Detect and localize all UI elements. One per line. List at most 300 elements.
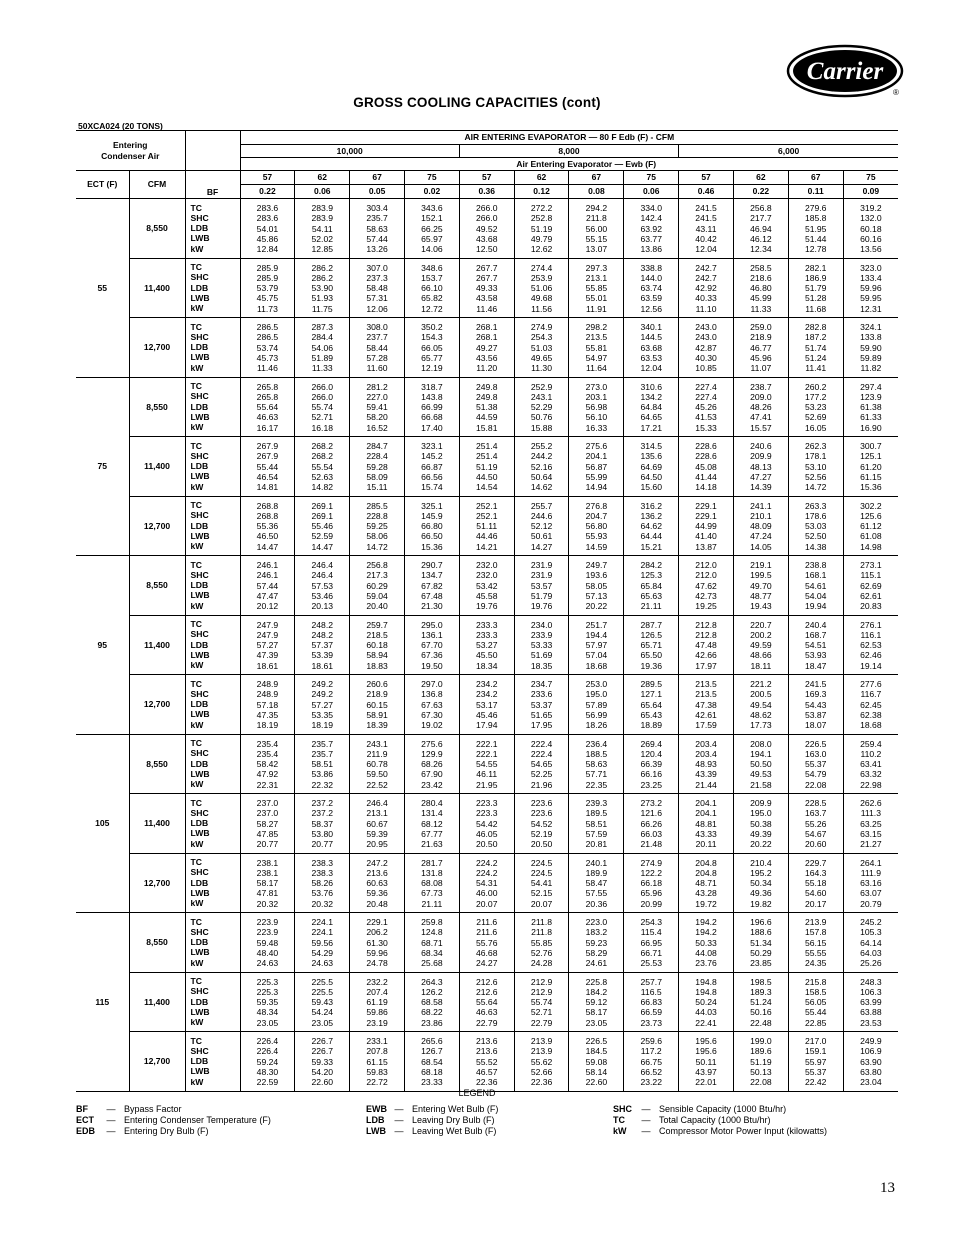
air-entering-header: AIR ENTERING EVAPORATOR — 80 F Edb (F) - CFM [240, 131, 898, 145]
table-row [76, 1032, 898, 1092]
cell-value: 19.43 [750, 601, 772, 612]
cell-value: 59.83 [366, 1066, 388, 1077]
cell-value: 24.27 [475, 958, 498, 969]
cell-value: 259.8 [421, 917, 443, 928]
value-cell [459, 1032, 514, 1092]
ewb-value: 57 [240, 171, 295, 185]
cell-value: 249.2 [311, 679, 334, 690]
cell-value: 248.2 [311, 619, 334, 630]
parameter-label: LWB [190, 828, 210, 839]
legend-entry [76, 1115, 271, 1126]
cell-value: 169.3 [804, 689, 827, 700]
cell-value: 222.4 [530, 738, 553, 749]
cell-value: 217.3 [366, 570, 388, 581]
cell-value: 217.7 [750, 213, 772, 224]
cell-value: 58.51 [585, 818, 608, 829]
cell-value: 17.21 [640, 422, 662, 433]
cell-value: 285.9 [256, 272, 279, 283]
cell-value: 284.7 [366, 441, 388, 452]
cell-value: 49.53 [750, 769, 772, 780]
cell-value: 224.1 [311, 927, 334, 938]
cell-value: 56.98 [585, 402, 608, 413]
cell-value: 233.3 [475, 629, 498, 640]
parameter-label: LDB [190, 937, 209, 948]
value-cell [240, 496, 295, 556]
cell-value: 63.99 [860, 997, 882, 1008]
cell-value: 22.59 [256, 1077, 279, 1088]
cell-value: 51.69 [530, 650, 553, 661]
cell-value: 67.90 [421, 769, 443, 780]
cell-value: 59.50 [366, 769, 388, 780]
value-cell [350, 734, 405, 794]
value-cell [569, 377, 624, 437]
cell-value: 55.85 [585, 283, 608, 294]
value-cell [295, 496, 350, 556]
value-cell [459, 377, 514, 437]
cell-value: 268.2 [311, 451, 334, 462]
cell-value: 228.6 [695, 441, 717, 452]
cell-value: 17.94 [475, 720, 498, 731]
cell-value: 58.63 [585, 759, 608, 770]
cell-value: 52.12 [530, 521, 553, 532]
cell-value: 283.9 [311, 213, 334, 224]
legend-abbrev: ECT [76, 1115, 94, 1125]
cell-value: 233.9 [530, 629, 553, 640]
value-cell [350, 794, 405, 854]
bf-value: 0.06 [624, 185, 679, 199]
cell-value: 54.42 [475, 818, 498, 829]
parameter-labels [185, 556, 240, 616]
cell-value: 227.4 [695, 381, 717, 392]
cell-value: 246.4 [311, 560, 334, 571]
value-cell [459, 318, 514, 378]
cell-value: 194.8 [695, 986, 717, 997]
parameter-label: LWB [190, 1066, 210, 1077]
cell-value: 120.4 [640, 748, 662, 759]
cell-value: 15.33 [695, 422, 717, 433]
registered-mark: ® [893, 88, 899, 97]
value-cell [240, 794, 295, 854]
cell-value: 11.33 [750, 303, 772, 314]
table-row [76, 318, 898, 378]
cell-value: 16.33 [585, 422, 608, 433]
parameter-label: TC [190, 500, 202, 511]
legend-dash: — [106, 1115, 116, 1125]
cell-value: 46.94 [750, 223, 772, 234]
parameter-label: SHC [190, 867, 209, 878]
cell-value: 66.95 [640, 937, 662, 948]
cell-value: 50.64 [530, 471, 553, 482]
cell-value: 294.2 [585, 203, 608, 214]
cell-value: 48.62 [750, 709, 772, 720]
cell-value: 198.5 [750, 976, 772, 987]
cell-value: 23.42 [421, 779, 443, 790]
cell-value: 229.1 [695, 510, 717, 521]
cell-value: 23.53 [860, 1017, 882, 1028]
cell-value: 287.3 [311, 322, 334, 333]
cell-value: 66.26 [640, 818, 662, 829]
cell-value: 15.60 [640, 482, 662, 493]
cell-value: 223.6 [530, 798, 553, 809]
cell-value: 213.9 [804, 917, 827, 928]
cell-value: 12.19 [421, 363, 443, 374]
cell-value: 275.6 [585, 441, 608, 452]
cell-value: 265.8 [256, 391, 279, 402]
bf-value: 0.11 [788, 185, 843, 199]
parameter-label: LDB [190, 223, 209, 234]
cell-value: 224.2 [475, 867, 498, 878]
cfm-header: CFM [129, 171, 185, 199]
cell-value: 11.46 [476, 303, 498, 314]
legend-dash: — [641, 1104, 651, 1114]
cfm-value: 11,400 [129, 794, 185, 854]
cell-value: 251.4 [475, 441, 498, 452]
cell-value: 41.53 [695, 412, 717, 423]
cell-value: 133.4 [860, 272, 882, 283]
cell-value: 46.50 [256, 531, 279, 542]
cell-value: 23.76 [695, 958, 717, 969]
cell-value: 12.50 [475, 244, 498, 255]
cell-value: 58.48 [366, 283, 388, 294]
cell-value: 46.12 [750, 233, 772, 244]
cell-value: 59.95 [860, 293, 882, 304]
cell-value: 58.09 [366, 471, 388, 482]
cell-value: 52.71 [311, 412, 334, 423]
legend-entry [613, 1104, 827, 1115]
cell-value: 227.4 [695, 391, 717, 402]
legend-abbrev: kW [613, 1126, 627, 1136]
cell-value: 20.17 [804, 898, 827, 909]
cell-value: 234.2 [475, 689, 498, 700]
cell-value: 11.68 [805, 303, 827, 314]
legend-dash: — [641, 1126, 651, 1136]
value-cell [843, 1032, 898, 1092]
value-cell [350, 853, 405, 913]
cell-value: 223.9 [256, 917, 279, 928]
cell-value: 65.96 [640, 888, 662, 899]
cell-value: 43.68 [475, 233, 498, 244]
cell-value: 24.61 [585, 958, 608, 969]
parameter-labels [185, 615, 240, 675]
cell-value: 68.58 [421, 997, 443, 1008]
legend-description: Bypass Factor [124, 1104, 182, 1114]
cell-value: 131.8 [421, 867, 443, 878]
cell-value: 63.15 [860, 828, 882, 839]
cell-value: 259.4 [860, 738, 882, 749]
cell-value: 50.34 [750, 878, 772, 889]
cell-value: 125.1 [860, 451, 882, 462]
cell-value: 22.42 [804, 1077, 827, 1088]
parameter-labels [185, 377, 240, 437]
value-cell [405, 1032, 460, 1092]
ewb-value: 57 [459, 171, 514, 185]
value-cell [405, 972, 460, 1032]
cell-value: 10.85 [695, 363, 717, 374]
value-cell [679, 377, 734, 437]
parameter-label: kW [190, 1076, 204, 1087]
cell-value: 145.2 [421, 451, 443, 462]
cell-value: 20.22 [750, 839, 772, 850]
cell-value: 14.81 [256, 482, 279, 493]
cell-value: 51.19 [750, 1056, 772, 1067]
cell-value: 55.44 [804, 1007, 827, 1018]
cell-value: 11.60 [366, 363, 388, 374]
cell-value: 11.46 [256, 363, 278, 374]
parameter-label: LDB [190, 580, 209, 591]
value-cell [350, 377, 405, 437]
cell-value: 215.8 [804, 976, 827, 987]
cell-value: 56.05 [804, 997, 827, 1008]
cell-value: 193.6 [585, 570, 608, 581]
cell-value: 15.57 [750, 422, 772, 433]
cell-value: 58.17 [585, 1007, 608, 1018]
cell-value: 189.3 [750, 986, 772, 997]
bf-value: 0.05 [350, 185, 405, 199]
cell-value: 207.8 [366, 1046, 388, 1057]
cell-value: 18.61 [311, 660, 334, 671]
cell-value: 22.01 [695, 1077, 717, 1088]
cell-value: 55.46 [311, 521, 334, 532]
cell-value: 257.7 [640, 976, 662, 987]
cell-value: 60.16 [860, 233, 882, 244]
cell-value: 55.26 [804, 818, 827, 829]
parameter-label: kW [190, 541, 204, 552]
cell-value: 269.1 [311, 510, 334, 521]
cell-value: 285.9 [256, 262, 279, 273]
cell-value: 244.6 [530, 510, 553, 521]
cell-value: 12.31 [860, 303, 882, 314]
cell-value: 239.3 [585, 798, 608, 809]
cell-value: 51.11 [476, 521, 498, 532]
table-row [76, 496, 898, 556]
cell-value: 67.82 [421, 580, 443, 591]
cell-value: 43.56 [475, 352, 498, 363]
cell-value: 319.2 [860, 203, 882, 214]
cell-value: 252.1 [475, 500, 498, 511]
cell-value: 55.54 [311, 461, 334, 472]
value-cell [295, 258, 350, 318]
cell-value: 20.95 [366, 839, 388, 850]
cell-value: 58.42 [256, 759, 279, 770]
cell-value: 134.7 [421, 570, 443, 581]
cell-value: 50.29 [750, 947, 772, 958]
cell-value: 126.5 [640, 629, 662, 640]
cell-value: 20.99 [640, 898, 662, 909]
table-row [76, 734, 898, 794]
cell-value: 153.7 [421, 272, 443, 283]
cell-value: 274.9 [530, 322, 553, 333]
cell-value: 66.18 [640, 878, 662, 889]
cell-value: 18.11 [750, 660, 772, 671]
legend-description: Leaving Dry Bulb (F) [412, 1115, 495, 1125]
cell-value: 57.13 [585, 590, 608, 601]
value-cell [295, 615, 350, 675]
cell-value: 67.63 [421, 699, 443, 710]
cell-value: 289.5 [640, 679, 662, 690]
cell-value: 231.9 [530, 560, 553, 571]
cell-value: 66.39 [640, 759, 662, 770]
cell-value: 210.1 [750, 510, 772, 521]
cell-value: 20.48 [366, 898, 388, 909]
cell-value: 145.9 [421, 510, 443, 521]
cell-value: 243.0 [695, 322, 717, 333]
cell-value: 213.9 [530, 1046, 553, 1057]
cell-value: 59.04 [366, 590, 388, 601]
value-cell [405, 437, 460, 497]
cell-value: 225.3 [256, 986, 279, 997]
cell-value: 53.57 [530, 580, 553, 591]
cell-value: 44.08 [695, 947, 717, 958]
cell-value: 111.3 [860, 808, 881, 819]
cfm-group-header: 8,000 [459, 145, 678, 158]
cell-value: 63.74 [640, 283, 662, 294]
cell-value: 245.2 [860, 917, 882, 928]
cell-value: 51.44 [804, 233, 827, 244]
cell-value: 194.4 [585, 629, 608, 640]
value-cell [788, 972, 843, 1032]
value-cell [733, 1032, 788, 1092]
cell-value: 55.97 [804, 1056, 827, 1067]
cell-value: 63.53 [640, 352, 662, 363]
cell-value: 48.34 [256, 1007, 279, 1018]
cell-value: 48.81 [695, 818, 717, 829]
cell-value: 126.2 [421, 986, 443, 997]
cell-value: 57.89 [585, 699, 608, 710]
cell-value: 50.16 [750, 1007, 772, 1018]
cell-value: 203.4 [695, 748, 717, 759]
cell-value: 23.25 [640, 779, 662, 790]
cell-value: 20.07 [530, 898, 553, 909]
value-cell [788, 794, 843, 854]
cell-value: 45.08 [695, 461, 717, 472]
cell-value: 52.50 [804, 531, 827, 542]
cell-value: 53.79 [256, 283, 279, 294]
cell-value: 22.79 [475, 1017, 498, 1028]
bf-value: 0.08 [569, 185, 624, 199]
cell-value: 284.4 [311, 332, 334, 343]
cell-value: 52.56 [804, 471, 827, 482]
cell-value: 256.8 [750, 203, 772, 214]
ect-value: 95 [76, 556, 129, 735]
legend-entry [613, 1126, 827, 1137]
cell-value: 41.40 [695, 531, 717, 542]
carrier-logo [786, 44, 904, 98]
value-cell [514, 675, 569, 735]
value-cell [459, 199, 514, 259]
cell-value: 226.4 [256, 1036, 279, 1047]
cell-value: 46.54 [256, 471, 279, 482]
cell-value: 68.26 [421, 759, 443, 770]
value-cell [569, 556, 624, 616]
cfm-value: 12,700 [129, 675, 185, 735]
cell-value: 22.85 [804, 1017, 827, 1028]
cell-value: 252.8 [530, 213, 553, 224]
cell-value: 241.5 [695, 213, 717, 224]
parameter-label: LWB [190, 947, 210, 958]
value-cell [733, 437, 788, 497]
cell-value: 213.6 [475, 1036, 498, 1047]
table-row [76, 258, 898, 318]
value-cell [788, 496, 843, 556]
value-cell [788, 853, 843, 913]
legend-entry [366, 1115, 498, 1126]
cell-value: 53.46 [311, 590, 334, 601]
parameter-label: LDB [190, 282, 209, 293]
parameter-label: SHC [190, 1045, 209, 1056]
cell-value: 253.0 [585, 679, 608, 690]
parameter-label: TC [190, 678, 202, 689]
value-cell [350, 496, 405, 556]
cell-value: 251.7 [585, 619, 608, 630]
cell-value: 57.55 [585, 888, 608, 899]
cell-value: 168.1 [804, 570, 827, 581]
cell-value: 45.96 [750, 352, 772, 363]
cell-value: 238.3 [311, 867, 334, 878]
parameter-label: LDB [190, 639, 209, 650]
cell-value: 58.63 [366, 223, 388, 234]
cell-value: 45.58 [475, 590, 498, 601]
cfm-value: 8,550 [129, 377, 185, 437]
cell-value: 23.04 [860, 1077, 882, 1088]
cell-value: 283.6 [256, 213, 279, 224]
cell-value: 133.8 [860, 332, 882, 343]
cell-value: 218.6 [750, 272, 772, 283]
value-cell [240, 377, 295, 437]
cell-value: 196.6 [750, 917, 772, 928]
cell-value: 68.71 [421, 937, 443, 948]
cfm-value: 8,550 [129, 734, 185, 794]
cell-value: 136.8 [421, 689, 443, 700]
cell-value: 52.15 [530, 888, 553, 899]
cell-value: 211.6 [476, 927, 498, 938]
cell-value: 11.82 [860, 363, 882, 374]
cell-value: 62.38 [860, 709, 882, 720]
cell-value: 54.31 [475, 878, 498, 889]
cfm-group-header: 6,000 [679, 145, 898, 158]
cell-value: 48.13 [750, 461, 772, 472]
cell-value: 211.8 [531, 927, 552, 938]
cell-value: 21.96 [530, 779, 553, 790]
cell-value: 23.22 [640, 1077, 662, 1088]
cell-value: 55.01 [585, 293, 608, 304]
table-row [76, 675, 898, 735]
cell-value: 50.24 [695, 997, 717, 1008]
value-cell [350, 615, 405, 675]
cell-value: 12.84 [256, 244, 279, 255]
cell-value: 314.5 [640, 441, 662, 452]
cell-value: 194.2 [695, 917, 717, 928]
cell-value: 57.27 [256, 640, 279, 651]
cell-value: 241.5 [804, 679, 827, 690]
value-cell [843, 734, 898, 794]
cell-value: 53.35 [311, 709, 334, 720]
cell-value: 61.12 [860, 521, 882, 532]
cell-value: 49.70 [750, 580, 772, 591]
cell-value: 226.7 [311, 1036, 334, 1047]
cell-value: 49.52 [475, 223, 498, 234]
cell-value: 59.08 [585, 1056, 608, 1067]
cell-value: 43.28 [695, 888, 717, 899]
cell-value: 45.46 [475, 709, 498, 720]
brand-name: Carrier [806, 58, 884, 85]
cell-value: 268.8 [256, 510, 279, 521]
cell-value: 23.33 [421, 1077, 443, 1088]
legend-dash: — [641, 1115, 651, 1125]
cell-value: 350.2 [421, 322, 443, 333]
value-cell [350, 199, 405, 259]
cell-value: 237.0 [256, 808, 279, 819]
cell-value: 51.28 [804, 293, 827, 304]
